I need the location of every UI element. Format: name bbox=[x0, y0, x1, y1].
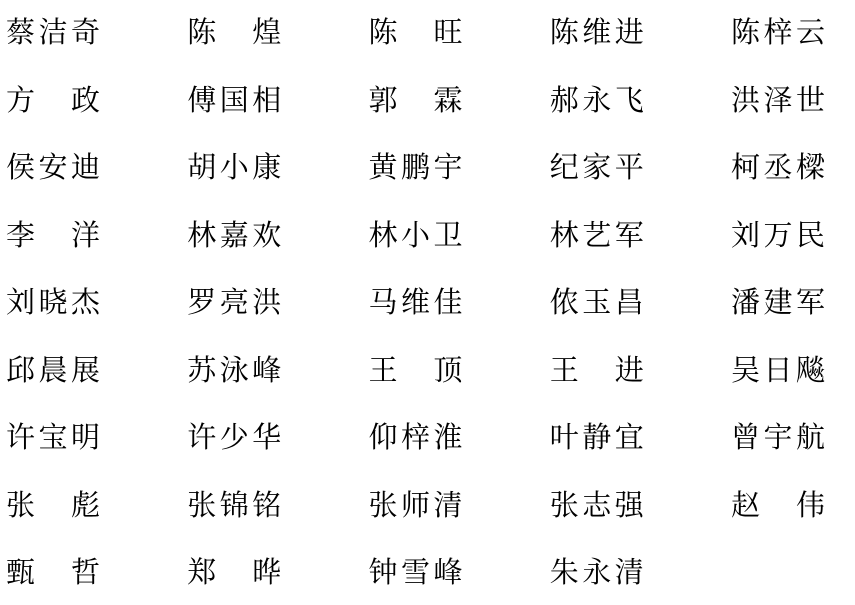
name-character: 洋 bbox=[70, 219, 100, 252]
name-character: 陈 bbox=[549, 17, 579, 49]
name-cell bbox=[369, 354, 463, 388]
name-cell bbox=[187, 354, 281, 388]
name-character: 张 bbox=[187, 489, 217, 522]
name-cell bbox=[550, 16, 644, 50]
name-character: 林 bbox=[368, 219, 398, 252]
name-character: 王 bbox=[549, 354, 579, 387]
name-character: 许 bbox=[187, 422, 217, 454]
name-cell bbox=[369, 421, 463, 455]
name-character: 永 bbox=[582, 84, 612, 117]
name-character: 明 bbox=[70, 422, 100, 454]
name-character: 旺 bbox=[433, 17, 463, 49]
name-character: 昌 bbox=[614, 287, 644, 319]
name-character: 赵 bbox=[731, 489, 761, 522]
name-character: 亮 bbox=[219, 287, 249, 319]
name-character: 仰 bbox=[368, 422, 398, 454]
name-cell bbox=[731, 16, 825, 50]
name-cell bbox=[369, 489, 463, 523]
name-character: 李 bbox=[6, 219, 36, 252]
name-cell bbox=[6, 421, 100, 455]
name-character: 曾 bbox=[731, 422, 761, 454]
name-character: 刘 bbox=[6, 287, 36, 319]
name-character: 晔 bbox=[252, 557, 282, 589]
name-character: 嘉 bbox=[219, 219, 249, 252]
name-character: 傅 bbox=[187, 84, 217, 117]
name-character: 吴 bbox=[731, 354, 761, 387]
name-cell bbox=[550, 421, 644, 455]
name-character: 平 bbox=[614, 152, 644, 184]
name-character: 彪 bbox=[70, 489, 100, 522]
name-character: 梓 bbox=[763, 17, 793, 49]
name-character: 刘 bbox=[731, 219, 761, 252]
name-cell bbox=[369, 556, 463, 590]
name-character: 郑 bbox=[187, 557, 217, 589]
name-cell bbox=[731, 354, 825, 388]
name-cell bbox=[731, 84, 825, 118]
name-cell bbox=[369, 151, 463, 185]
name-character: 奇 bbox=[70, 17, 100, 49]
name-character: 钟 bbox=[368, 557, 398, 589]
name-character: 宇 bbox=[433, 152, 463, 184]
name-cell bbox=[550, 354, 644, 388]
name-character: 鹏 bbox=[400, 152, 430, 184]
name-character: 华 bbox=[252, 422, 282, 454]
name-cell bbox=[731, 151, 825, 185]
name-character: 宇 bbox=[763, 422, 793, 454]
name-character: 纪 bbox=[549, 152, 579, 184]
name-character: 甄 bbox=[6, 557, 36, 589]
name-character: 国 bbox=[219, 84, 249, 117]
name-cell bbox=[550, 151, 644, 185]
name-character: 泳 bbox=[219, 354, 249, 387]
name-character: 淮 bbox=[433, 422, 463, 454]
name-character: 小 bbox=[400, 219, 430, 252]
name-character: 王 bbox=[368, 354, 398, 387]
name-character: 永 bbox=[582, 557, 612, 589]
name-character: 邱 bbox=[6, 354, 36, 387]
name-character: 小 bbox=[219, 152, 249, 184]
name-cell bbox=[6, 84, 100, 118]
name-character: 洁 bbox=[38, 17, 68, 49]
name-cell bbox=[550, 286, 644, 320]
name-character: 泽 bbox=[763, 84, 793, 117]
name-character: 方 bbox=[6, 84, 36, 117]
name-character: 洪 bbox=[252, 287, 282, 319]
name-character: 丞 bbox=[763, 152, 793, 184]
name-cell bbox=[6, 489, 100, 523]
name-cell bbox=[6, 286, 100, 320]
name-character: 罗 bbox=[187, 287, 217, 319]
name-character: 锦 bbox=[219, 489, 249, 522]
name-character: 建 bbox=[763, 287, 793, 319]
name-character: 顶 bbox=[433, 354, 463, 387]
name-cell bbox=[6, 354, 100, 388]
name-character: 政 bbox=[70, 84, 100, 117]
name-cell bbox=[731, 219, 825, 253]
name-character: 许 bbox=[6, 422, 36, 454]
name-character: 康 bbox=[252, 152, 282, 184]
name-character: 叶 bbox=[549, 422, 579, 454]
name-character: 侬 bbox=[549, 287, 579, 319]
name-character: 煌 bbox=[252, 17, 282, 49]
name-cell bbox=[6, 151, 100, 185]
name-character: 郝 bbox=[549, 84, 579, 117]
name-cell bbox=[550, 489, 644, 523]
name-character: 晨 bbox=[38, 354, 68, 387]
name-cell bbox=[6, 16, 100, 50]
name-character: 侯 bbox=[6, 152, 36, 184]
name-cell bbox=[6, 219, 100, 253]
name-cell bbox=[550, 84, 644, 118]
name-character: 峰 bbox=[252, 354, 282, 387]
name-character: 维 bbox=[582, 17, 612, 49]
name-character: 清 bbox=[614, 557, 644, 589]
name-character: 苏 bbox=[187, 354, 217, 387]
name-character: 世 bbox=[795, 84, 825, 117]
name-character: 蔡 bbox=[6, 17, 36, 49]
name-character: 进 bbox=[614, 17, 644, 49]
name-character: 铭 bbox=[252, 489, 282, 522]
name-character: 伟 bbox=[795, 489, 825, 522]
name-character: 张 bbox=[368, 489, 398, 522]
name-cell bbox=[731, 421, 825, 455]
name-character: 日 bbox=[763, 354, 793, 387]
name-character: 柯 bbox=[731, 152, 761, 184]
name-character: 马 bbox=[368, 287, 398, 319]
name-character: 杰 bbox=[70, 287, 100, 319]
name-character: 樑 bbox=[795, 152, 825, 184]
name-cell bbox=[187, 489, 281, 523]
name-grid bbox=[6, 16, 825, 605]
name-character: 林 bbox=[549, 219, 579, 252]
name-character: 陈 bbox=[187, 17, 217, 49]
name-character: 潘 bbox=[731, 287, 761, 319]
name-character: 梓 bbox=[400, 422, 430, 454]
name-cell bbox=[369, 286, 463, 320]
name-character: 张 bbox=[549, 489, 579, 522]
name-character: 郭 bbox=[368, 84, 398, 117]
name-cell bbox=[550, 556, 644, 590]
name-character: 万 bbox=[763, 219, 793, 252]
name-cell bbox=[187, 16, 281, 50]
name-character: 飞 bbox=[614, 84, 644, 117]
name-character: 艺 bbox=[582, 219, 612, 252]
name-character: 宝 bbox=[38, 422, 68, 454]
name-cell bbox=[187, 84, 281, 118]
name-cell bbox=[369, 84, 463, 118]
name-character: 军 bbox=[614, 219, 644, 252]
name-character: 展 bbox=[70, 354, 100, 387]
name-character: 师 bbox=[400, 489, 430, 522]
name-character: 少 bbox=[219, 422, 249, 454]
name-character: 清 bbox=[433, 489, 463, 522]
name-character: 林 bbox=[187, 219, 217, 252]
name-cell bbox=[550, 219, 644, 253]
name-cell bbox=[731, 286, 825, 320]
name-character: 迪 bbox=[70, 152, 100, 184]
name-character: 雪 bbox=[400, 557, 430, 589]
name-character: 陈 bbox=[731, 17, 761, 49]
name-character: 玉 bbox=[582, 287, 612, 319]
name-character: 佳 bbox=[433, 287, 463, 319]
name-character: 云 bbox=[795, 17, 825, 49]
name-character: 进 bbox=[614, 354, 644, 387]
name-character: 黄 bbox=[368, 152, 398, 184]
name-cell bbox=[6, 556, 100, 590]
name-character: 家 bbox=[582, 152, 612, 184]
name-cell bbox=[731, 556, 825, 590]
name-character: 维 bbox=[400, 287, 430, 319]
name-character: 志 bbox=[582, 489, 612, 522]
name-character: 安 bbox=[38, 152, 68, 184]
name-cell bbox=[187, 151, 281, 185]
name-character: 卫 bbox=[433, 219, 463, 252]
name-character: 强 bbox=[614, 489, 644, 522]
name-character: 胡 bbox=[187, 152, 217, 184]
name-character: 航 bbox=[795, 422, 825, 454]
name-character: 洪 bbox=[731, 84, 761, 117]
name-character: 霖 bbox=[433, 84, 463, 117]
name-cell bbox=[187, 219, 281, 253]
name-character: 民 bbox=[795, 219, 825, 252]
name-character: 欢 bbox=[252, 219, 282, 252]
name-cell bbox=[187, 556, 281, 590]
name-character: 相 bbox=[252, 84, 282, 117]
name-character: 张 bbox=[6, 489, 36, 522]
name-character: 静 bbox=[582, 422, 612, 454]
name-character: 朱 bbox=[549, 557, 579, 589]
name-character: 飚 bbox=[795, 354, 825, 387]
name-character: 陈 bbox=[368, 17, 398, 49]
name-cell bbox=[369, 219, 463, 253]
name-cell bbox=[369, 16, 463, 50]
name-character: 哲 bbox=[70, 557, 100, 589]
name-cell bbox=[187, 286, 281, 320]
name-character: 军 bbox=[795, 287, 825, 319]
name-cell bbox=[731, 489, 825, 523]
name-cell bbox=[187, 421, 281, 455]
name-character: 峰 bbox=[433, 557, 463, 589]
name-character: 晓 bbox=[38, 287, 68, 319]
name-character: 宜 bbox=[614, 422, 644, 454]
